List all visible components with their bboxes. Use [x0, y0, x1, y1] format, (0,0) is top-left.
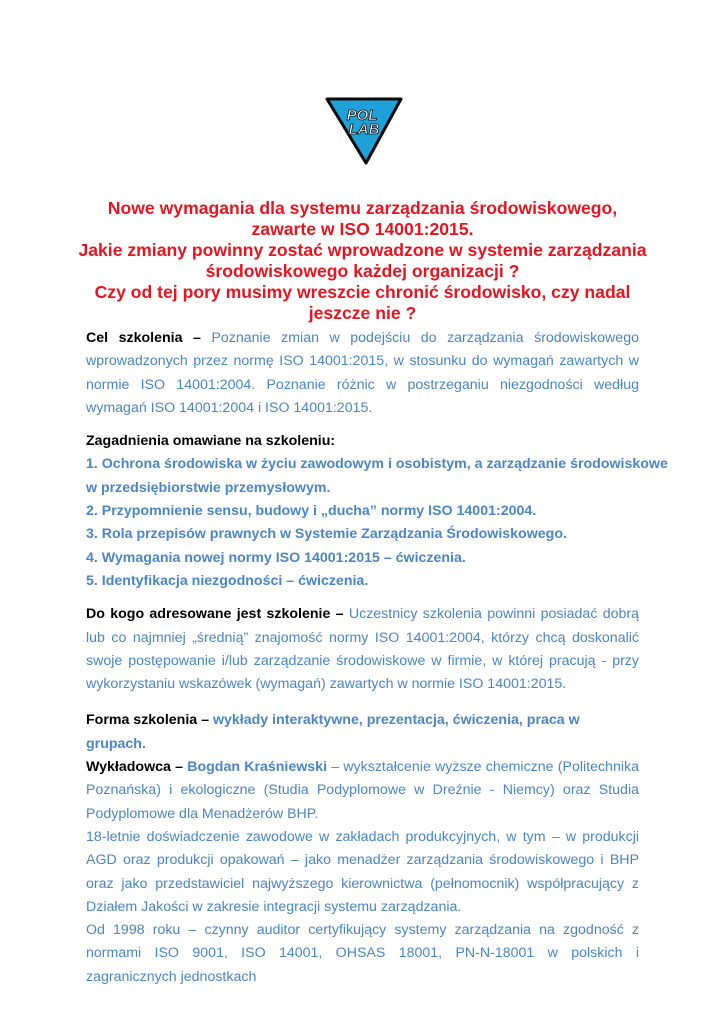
topic-item: w przedsiębiorstwie przemysłowym.	[86, 479, 331, 496]
logo-text-pol: POL	[346, 107, 378, 124]
forma-label: Forma szkolenia –	[86, 712, 210, 729]
forma-text: wykłady interaktywne, prezentacja, ćwiczenia, praca w grupach.	[86, 712, 580, 752]
topic-item: 5. Identyfikacja niezgodności – ćwiczenia.	[86, 572, 369, 589]
forma-paragraph	[86, 709, 639, 756]
wykladowca-label: Wykładowca –	[86, 759, 183, 776]
cel-szkolenia-paragraph	[86, 327, 639, 420]
title-line: Nowe wymagania dla systemu zarządzania środowiskowego,	[107, 198, 618, 218]
wykladowca-name: Bogdan Kraśniewski	[187, 759, 328, 776]
wykladowca-text: – wykształcenie wyższe chemiczne (Politechnika Poznańska) i ekologiczne (Studia Podyplomowe w Dreźnie - Niemcy) oraz Studia Podyplomowe dla Menadżerów BHP.	[86, 759, 639, 822]
title-line: środowiskowego każdej organizacji ?	[205, 261, 520, 281]
adresowane-paragraph	[86, 603, 639, 696]
document-title	[60, 198, 665, 324]
adresowane-label: Do kogo adresowane jest szkolenie –	[86, 606, 344, 623]
adresowane-text: Uczestnicy szkolenia powinni posiadać dobrą lub co najmniej „średnią” znajomość normy ISO 14001:2004, którzy chcą doskonalić swoje postępowanie i/lub zarządzanie środowiskowe w firmie, w której pracują - przy wykorzystaniu wskazówek (wymagań) zawartych w normie ISO 14001:2015.	[86, 606, 639, 693]
logo-text-lab: LAB	[348, 121, 380, 138]
zagadnienia-heading: Zagadnienia omawiane na szkoleniu:	[86, 433, 336, 450]
cel-szkolenia-label: Cel szkolenia –	[86, 330, 201, 346]
cel-szkolenia-text: Poznanie zmian w podejściu do zarządzania środowiskowego wprowadzonych przez normę ISO 14001:2015, w stosunku do wymagań zawartych w normie ISO 14001:2004. Poznanie różnic w postrzeganiu niezgodności według wymagań ISO 14001:2004 i ISO 14001:2015.	[86, 330, 639, 416]
title-line: Jakie zmiany powinny zostać wprowadzone w systemie zarządzania	[78, 240, 647, 260]
title-line: jeszcze nie ?	[308, 303, 417, 323]
title-line: Czy od tej pory musimy wreszcie chronić środowisko, czy nadal	[94, 282, 631, 302]
doswiadczenie-paragraph: 18-letnie doświadczenie zawodowe w zakładach produkcyjnych, w tym – w produkcji AGD oraz produkcji opakowań – jako menadżer zarządzania środowiskowego i BHP oraz jako przedstawiciel najwyższego kierownictwa (pełnomocnik) współpracujący z Działem Jakości w zakresie integracji systemu zarządzania.	[86, 828, 639, 915]
wykladowca-paragraph	[86, 756, 639, 826]
pollab-logo-graphic	[323, 95, 405, 167]
pollab-logo	[323, 95, 405, 167]
topic-item: 1. Ochrona środowiska w życiu zawodowym i osobistym, a zarządzanie środowiskowe	[86, 456, 668, 473]
auditor-paragraph: Od 1998 roku – czynny auditor certyfikujący systemy zarządzania na zgodność z normami ISO 9001, ISO 14001, OHSAS 18001, PN-N-18001 w polskich i zagranicznych jednostkach	[86, 922, 639, 985]
topic-item: 2. Przypomnienie sensu, budowy i „ducha” normy ISO 14001:2004.	[86, 503, 537, 520]
document-body	[86, 327, 668, 989]
topic-item: 3. Rola przepisów prawnych w Systemie Zarządzania Środowiskowego.	[86, 526, 567, 543]
topic-item: 4. Wymagania nowej normy ISO 14001:2015 – ćwiczenia.	[86, 549, 466, 566]
title-line: zawarte w ISO 14001:2015.	[251, 219, 474, 239]
